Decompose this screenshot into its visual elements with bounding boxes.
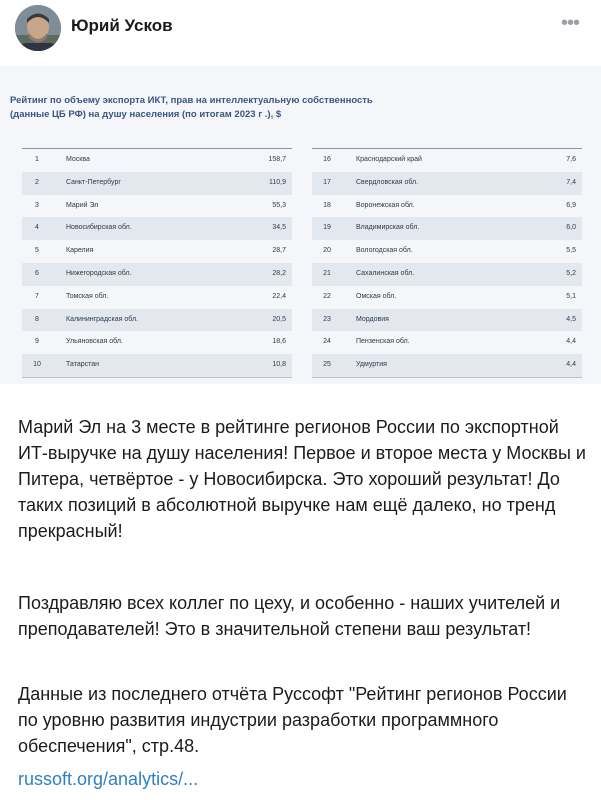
- value-cell: 7,4: [566, 178, 576, 186]
- region-cell: Вологодская обл.: [356, 247, 413, 255]
- region-cell: Москва: [66, 156, 90, 163]
- table-row: [312, 149, 582, 172]
- post-paragraph-3: Данные из последнего отчёта Руссофт "Рейтинг регионов России по уровню развития индустрии разработки программного обеспечения", стр.48.: [18, 684, 567, 756]
- region-cell: Свердловская обл.: [356, 178, 419, 186]
- region-cell: Санкт-Петербург: [66, 178, 121, 186]
- table-row: [312, 217, 582, 240]
- table-row: [22, 354, 292, 377]
- table-row: [22, 286, 292, 309]
- value-cell: 6,9: [566, 201, 576, 209]
- value-cell: 28,7: [272, 247, 286, 255]
- post-paragraph-2: Поздравляю всех коллег по цеху, и особенно - наших учителей и преподавателей! Это в значительной степени ваш результат!: [18, 593, 561, 639]
- rating-image: [0, 66, 601, 384]
- region-cell: Томская обл.: [66, 292, 109, 300]
- rating-title-line-2: (данные ЦБ РФ) на душу населения (по итогам 2023 г .), $: [10, 109, 282, 120]
- value-cell: 28,2: [272, 269, 286, 277]
- rank-cell: 6: [35, 269, 39, 277]
- rank-cell: 4: [35, 224, 39, 232]
- rank-cell: 20: [323, 247, 331, 255]
- region-cell: Карелия: [66, 247, 94, 255]
- region-cell: Удмуртия: [356, 361, 387, 369]
- region-cell: Калининградская обл.: [66, 315, 138, 323]
- table-row: [22, 309, 292, 332]
- rating-title-line-1: Рейтинг по объему экспорта ИКТ, прав на интеллектуальную собственность: [10, 95, 373, 106]
- region-cell: Татарстан: [66, 361, 100, 369]
- value-cell: 55,3: [272, 201, 286, 209]
- value-cell: 5,5: [566, 247, 576, 255]
- rank-cell: 21: [323, 269, 331, 277]
- more-horizontal-icon[interactable]: •••: [560, 12, 579, 34]
- table-row: [312, 331, 582, 354]
- rank-cell: 17: [323, 178, 331, 186]
- avatar-photo: [15, 5, 61, 51]
- rating-table-right: [312, 148, 582, 378]
- rank-cell: 22: [323, 292, 331, 300]
- table-row: [22, 172, 292, 195]
- rank-cell: 1: [35, 156, 39, 163]
- author-name[interactable]: Юрий Усков: [71, 16, 173, 35]
- table-row: [312, 240, 582, 263]
- region-cell: Ульяновская обл.: [66, 338, 123, 346]
- value-cell: 4,5: [566, 315, 576, 323]
- value-cell: 4,4: [566, 338, 576, 346]
- table-row: [312, 263, 582, 286]
- region-cell: Владимирская обл.: [356, 224, 420, 232]
- region-cell: Нижегородская обл.: [66, 269, 132, 277]
- value-cell: 7,6: [566, 156, 576, 163]
- table-row: [312, 286, 582, 309]
- region-cell: Пензенская обл.: [356, 338, 410, 346]
- table-row: [22, 263, 292, 286]
- rank-cell: 23: [323, 315, 331, 323]
- value-cell: 34,5: [272, 224, 286, 232]
- rating-title: [10, 94, 470, 122]
- table-row: [22, 195, 292, 218]
- table-row: [312, 172, 582, 195]
- table-row: [312, 309, 582, 332]
- post-paragraph-1: Марий Эл на 3 месте в рейтинге регионов России по экспортной ИТ-выручке на душу населения! Первое и второе места у Москвы и Питера, четвёртое - у Новосибирска. Это хороший результат! До таких позиций в абсолютной выручке нам ещё далеко, но тренд прекрасный!: [18, 417, 586, 541]
- value-cell: 10,8: [272, 361, 286, 369]
- region-cell: Мордовия: [356, 315, 389, 323]
- region-cell: Сахалинская обл.: [356, 269, 415, 277]
- region-cell: Марий Эл: [66, 201, 99, 209]
- rank-cell: 24: [323, 338, 331, 346]
- rank-cell: 18: [323, 201, 331, 209]
- value-cell: 5,2: [566, 269, 576, 277]
- rank-cell: 7: [35, 292, 39, 300]
- avatar[interactable]: [15, 5, 61, 51]
- value-cell: 5,1: [566, 292, 576, 300]
- rank-cell: 8: [35, 315, 39, 323]
- region-cell: Краснодарский край: [356, 156, 422, 163]
- region-cell: Воронежская обл.: [356, 201, 415, 209]
- rank-cell: 5: [35, 247, 39, 255]
- analytics-link[interactable]: russoft.org/analytics/...: [18, 769, 199, 789]
- region-cell: Новосибирская обл.: [66, 224, 132, 232]
- table-row: [22, 149, 292, 172]
- value-cell: 6,0: [566, 224, 576, 232]
- post-header: [0, 0, 601, 58]
- value-cell: 20,5: [272, 315, 286, 323]
- rank-cell: 25: [323, 361, 331, 369]
- table-row: [312, 354, 582, 377]
- rank-cell: 2: [35, 178, 39, 186]
- rank-cell: 10: [33, 361, 41, 369]
- value-cell: 22,4: [272, 292, 286, 300]
- region-cell: Омская обл.: [356, 292, 397, 300]
- table-row: [22, 331, 292, 354]
- rank-cell: 16: [323, 156, 331, 163]
- table-row: [22, 217, 292, 240]
- table-row: [312, 195, 582, 218]
- value-cell: 4,4: [566, 361, 576, 369]
- rank-cell: 3: [35, 201, 39, 209]
- value-cell: 18,6: [272, 338, 286, 346]
- rank-cell: 19: [323, 224, 331, 232]
- table-row: [22, 240, 292, 263]
- rank-cell: 9: [35, 338, 39, 346]
- value-cell: 158,7: [268, 156, 286, 163]
- rating-table-left: [22, 148, 292, 378]
- value-cell: 110,9: [269, 178, 286, 186]
